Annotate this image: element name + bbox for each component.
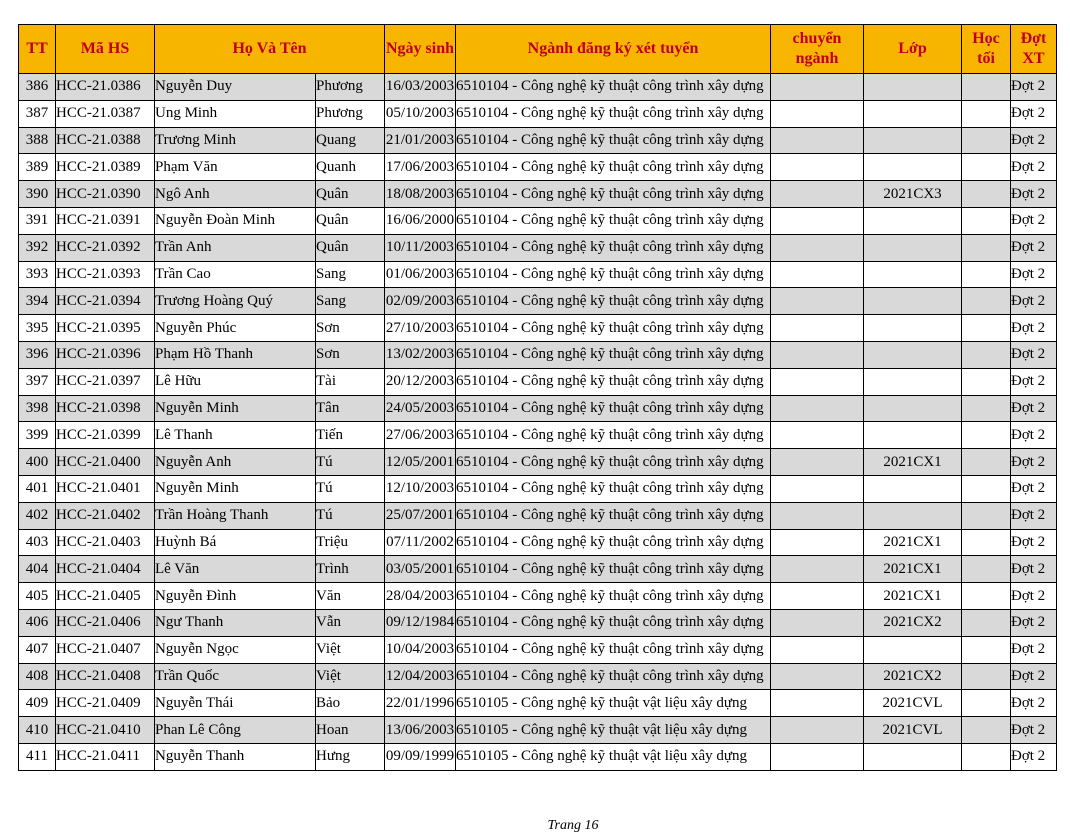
cell-hoc-toi [962, 556, 1011, 583]
cell-nganh: 6510105 - Công nghệ kỹ thuật vật liệu xây dựng [456, 690, 771, 717]
table-row [19, 502, 1057, 529]
cell-ngay-sinh: 12/10/2003 [385, 475, 456, 502]
cell-chuyen-nganh [771, 583, 864, 610]
cell-chuyen-nganh [771, 207, 864, 234]
cell-dot-xt: Đợt 2 [1011, 690, 1057, 717]
cell-tt: 401 [19, 475, 56, 502]
table-row [19, 395, 1057, 422]
cell-ngay-sinh: 16/06/2000 [385, 207, 456, 234]
cell-dot-xt: Đợt 2 [1011, 663, 1057, 690]
cell-chuyen-nganh [771, 743, 864, 770]
cell-ho: Trần Quốc [155, 663, 316, 690]
cell-chuyen-nganh [771, 529, 864, 556]
cell-ho: Lê Văn [155, 556, 316, 583]
cell-tt: 399 [19, 422, 56, 449]
cell-nganh: 6510104 - Công nghệ kỹ thuật công trình xây dựng [456, 449, 771, 476]
cell-ho: Nguyễn Ngọc [155, 636, 316, 663]
cell-lop: 2021CX1 [864, 583, 962, 610]
cell-lop: 2021CX3 [864, 181, 962, 208]
cell-ho: Nguyễn Đình [155, 583, 316, 610]
cell-nganh: 6510104 - Công nghệ kỹ thuật công trình xây dựng [456, 556, 771, 583]
cell-tt: 408 [19, 663, 56, 690]
cell-chuyen-nganh [771, 690, 864, 717]
cell-chuyen-nganh [771, 181, 864, 208]
cell-ho: Nguyễn Thái [155, 690, 316, 717]
header-ho-va-ten: Họ Và Tên [155, 25, 385, 74]
page-number: Trang 16 [547, 818, 599, 833]
cell-hoc-toi [962, 315, 1011, 342]
cell-dot-xt: Đợt 2 [1011, 743, 1057, 770]
cell-chuyen-nganh [771, 127, 864, 154]
cell-ten: Tân [316, 395, 385, 422]
cell-dot-xt: Đợt 2 [1011, 556, 1057, 583]
cell-ho: Nguyễn Minh [155, 395, 316, 422]
table-row [19, 154, 1057, 181]
cell-nganh: 6510104 - Công nghệ kỹ thuật công trình xây dựng [456, 207, 771, 234]
cell-lop [864, 261, 962, 288]
cell-ma-hs: HCC-21.0392 [56, 234, 155, 261]
cell-lop: 2021CVL [864, 690, 962, 717]
cell-tt: 398 [19, 395, 56, 422]
cell-hoc-toi [962, 743, 1011, 770]
cell-hoc-toi [962, 395, 1011, 422]
cell-dot-xt: Đợt 2 [1011, 449, 1057, 476]
cell-chuyen-nganh [771, 261, 864, 288]
cell-lop [864, 207, 962, 234]
cell-tt: 402 [19, 502, 56, 529]
cell-ten: Sang [316, 261, 385, 288]
cell-chuyen-nganh [771, 663, 864, 690]
cell-ten: Việt [316, 636, 385, 663]
cell-chuyen-nganh [771, 636, 864, 663]
table-row [19, 288, 1057, 315]
cell-ten: Tú [316, 475, 385, 502]
cell-ho: Nguyễn Đoàn Minh [155, 207, 316, 234]
cell-dot-xt: Đợt 2 [1011, 422, 1057, 449]
cell-dot-xt: Đợt 2 [1011, 154, 1057, 181]
table-row [19, 74, 1057, 101]
cell-ho: Trần Hoàng Thanh [155, 502, 316, 529]
cell-chuyen-nganh [771, 449, 864, 476]
cell-ma-hs: HCC-21.0403 [56, 529, 155, 556]
cell-ten: Triệu [316, 529, 385, 556]
cell-ma-hs: HCC-21.0401 [56, 475, 155, 502]
table-row [19, 636, 1057, 663]
header-lop: Lớp [864, 25, 962, 74]
cell-ma-hs: HCC-21.0411 [56, 743, 155, 770]
cell-dot-xt: Đợt 2 [1011, 74, 1057, 101]
cell-dot-xt: Đợt 2 [1011, 529, 1057, 556]
cell-dot-xt: Đợt 2 [1011, 502, 1057, 529]
cell-lop [864, 422, 962, 449]
student-roster-table [18, 24, 1057, 771]
cell-dot-xt: Đợt 2 [1011, 717, 1057, 744]
cell-lop [864, 154, 962, 181]
cell-hoc-toi [962, 475, 1011, 502]
cell-hoc-toi [962, 341, 1011, 368]
table-row [19, 583, 1057, 610]
cell-dot-xt: Đợt 2 [1011, 234, 1057, 261]
cell-ma-hs: HCC-21.0404 [56, 556, 155, 583]
table-row [19, 261, 1057, 288]
cell-dot-xt: Đợt 2 [1011, 395, 1057, 422]
cell-chuyen-nganh [771, 234, 864, 261]
cell-dot-xt: Đợt 2 [1011, 181, 1057, 208]
cell-lop [864, 395, 962, 422]
cell-tt: 397 [19, 368, 56, 395]
cell-tt: 410 [19, 717, 56, 744]
cell-ho: Phạm Văn [155, 154, 316, 181]
cell-hoc-toi [962, 449, 1011, 476]
cell-ngay-sinh: 28/04/2003 [385, 583, 456, 610]
table-header-row [19, 25, 1057, 74]
cell-lop: 2021CX1 [864, 556, 962, 583]
cell-ma-hs: HCC-21.0397 [56, 368, 155, 395]
cell-chuyen-nganh [771, 395, 864, 422]
cell-nganh: 6510104 - Công nghệ kỹ thuật công trình xây dựng [456, 341, 771, 368]
cell-nganh: 6510104 - Công nghệ kỹ thuật công trình xây dựng [456, 100, 771, 127]
cell-ten: Quân [316, 181, 385, 208]
cell-ngay-sinh: 09/12/1984 [385, 609, 456, 636]
cell-nganh: 6510105 - Công nghệ kỹ thuật vật liệu xây dựng [456, 743, 771, 770]
cell-ho: Trương Hoàng Quý [155, 288, 316, 315]
cell-ngay-sinh: 13/06/2003 [385, 717, 456, 744]
cell-tt: 407 [19, 636, 56, 663]
cell-lop [864, 127, 962, 154]
cell-ten: Sơn [316, 315, 385, 342]
table-row [19, 717, 1057, 744]
cell-tt: 405 [19, 583, 56, 610]
cell-chuyen-nganh [771, 341, 864, 368]
cell-hoc-toi [962, 127, 1011, 154]
table-row [19, 368, 1057, 395]
cell-ma-hs: HCC-21.0389 [56, 154, 155, 181]
table-row [19, 663, 1057, 690]
cell-lop: 2021CX1 [864, 529, 962, 556]
cell-ma-hs: HCC-21.0409 [56, 690, 155, 717]
cell-ngay-sinh: 22/01/1996 [385, 690, 456, 717]
table-row [19, 127, 1057, 154]
cell-dot-xt: Đợt 2 [1011, 583, 1057, 610]
cell-ngay-sinh: 17/06/2003 [385, 154, 456, 181]
cell-ngay-sinh: 27/06/2003 [385, 422, 456, 449]
cell-ho: Nguyễn Anh [155, 449, 316, 476]
cell-chuyen-nganh [771, 368, 864, 395]
header-chuyen-nganh: chuyển ngành [771, 25, 864, 74]
cell-lop [864, 502, 962, 529]
table-row [19, 529, 1057, 556]
cell-lop [864, 234, 962, 261]
cell-nganh: 6510104 - Công nghệ kỹ thuật công trình xây dựng [456, 315, 771, 342]
cell-chuyen-nganh [771, 717, 864, 744]
cell-tt: 400 [19, 449, 56, 476]
cell-ho: Ung Minh [155, 100, 316, 127]
cell-ho: Nguyễn Phúc [155, 315, 316, 342]
table-row [19, 422, 1057, 449]
cell-ngay-sinh: 10/11/2003 [385, 234, 456, 261]
cell-tt: 403 [19, 529, 56, 556]
cell-chuyen-nganh [771, 556, 864, 583]
cell-hoc-toi [962, 717, 1011, 744]
cell-tt: 404 [19, 556, 56, 583]
cell-dot-xt: Đợt 2 [1011, 100, 1057, 127]
cell-lop [864, 315, 962, 342]
cell-tt: 409 [19, 690, 56, 717]
cell-ma-hs: HCC-21.0394 [56, 288, 155, 315]
cell-dot-xt: Đợt 2 [1011, 261, 1057, 288]
cell-nganh: 6510104 - Công nghệ kỹ thuật công trình xây dựng [456, 422, 771, 449]
cell-hoc-toi [962, 663, 1011, 690]
cell-ho: Ngô Anh [155, 181, 316, 208]
cell-hoc-toi [962, 636, 1011, 663]
cell-hoc-toi [962, 261, 1011, 288]
cell-ma-hs: HCC-21.0396 [56, 341, 155, 368]
cell-lop [864, 74, 962, 101]
cell-ngay-sinh: 07/11/2002 [385, 529, 456, 556]
cell-chuyen-nganh [771, 609, 864, 636]
cell-nganh: 6510104 - Công nghệ kỹ thuật công trình xây dựng [456, 154, 771, 181]
cell-dot-xt: Đợt 2 [1011, 127, 1057, 154]
cell-ho: Lê Hữu [155, 368, 316, 395]
cell-nganh: 6510104 - Công nghệ kỹ thuật công trình xây dựng [456, 529, 771, 556]
cell-lop [864, 368, 962, 395]
cell-nganh: 6510104 - Công nghệ kỹ thuật công trình xây dựng [456, 234, 771, 261]
cell-ten: Quân [316, 234, 385, 261]
cell-ten: Sơn [316, 341, 385, 368]
cell-ho: Nguyễn Thanh [155, 743, 316, 770]
cell-hoc-toi [962, 207, 1011, 234]
cell-ma-hs: HCC-21.0406 [56, 609, 155, 636]
cell-ten: Vẫn [316, 609, 385, 636]
cell-nganh: 6510104 - Công nghệ kỹ thuật công trình xây dựng [456, 74, 771, 101]
table-row [19, 690, 1057, 717]
cell-nganh: 6510104 - Công nghệ kỹ thuật công trình xây dựng [456, 609, 771, 636]
cell-tt: 394 [19, 288, 56, 315]
cell-chuyen-nganh [771, 154, 864, 181]
table-row [19, 475, 1057, 502]
cell-chuyen-nganh [771, 502, 864, 529]
cell-hoc-toi [962, 502, 1011, 529]
cell-ma-hs: HCC-21.0400 [56, 449, 155, 476]
table-row [19, 234, 1057, 261]
cell-nganh: 6510104 - Công nghệ kỹ thuật công trình xây dựng [456, 663, 771, 690]
cell-ho: Trương Minh [155, 127, 316, 154]
cell-ten: Phương [316, 74, 385, 101]
cell-tt: 386 [19, 74, 56, 101]
cell-ten: Sang [316, 288, 385, 315]
cell-ngay-sinh: 10/04/2003 [385, 636, 456, 663]
cell-ten: Tiến [316, 422, 385, 449]
header-dot-xt: Đợt XT [1011, 25, 1057, 74]
cell-hoc-toi [962, 181, 1011, 208]
cell-dot-xt: Đợt 2 [1011, 636, 1057, 663]
cell-dot-xt: Đợt 2 [1011, 207, 1057, 234]
cell-tt: 391 [19, 207, 56, 234]
cell-ho: Huỳnh Bá [155, 529, 316, 556]
cell-nganh: 6510104 - Công nghệ kỹ thuật công trình xây dựng [456, 395, 771, 422]
cell-ho: Trần Anh [155, 234, 316, 261]
cell-ten: Trình [316, 556, 385, 583]
cell-ma-hs: HCC-21.0391 [56, 207, 155, 234]
header-tt: TT [19, 25, 56, 74]
cell-hoc-toi [962, 288, 1011, 315]
cell-tt: 390 [19, 181, 56, 208]
cell-ma-hs: HCC-21.0410 [56, 717, 155, 744]
cell-ten: Tú [316, 449, 385, 476]
cell-ten: Văn [316, 583, 385, 610]
cell-ngay-sinh: 12/04/2003 [385, 663, 456, 690]
cell-lop [864, 743, 962, 770]
cell-ho: Ngư Thanh [155, 609, 316, 636]
cell-dot-xt: Đợt 2 [1011, 341, 1057, 368]
cell-lop [864, 288, 962, 315]
cell-ngay-sinh: 02/09/2003 [385, 288, 456, 315]
cell-ho: Lê Thanh [155, 422, 316, 449]
cell-ma-hs: HCC-21.0408 [56, 663, 155, 690]
cell-ho: Phan Lê Công [155, 717, 316, 744]
cell-nganh: 6510104 - Công nghệ kỹ thuật công trình xây dựng [456, 368, 771, 395]
cell-hoc-toi [962, 609, 1011, 636]
cell-ten: Hưng [316, 743, 385, 770]
cell-nganh: 6510104 - Công nghệ kỹ thuật công trình xây dựng [456, 636, 771, 663]
cell-chuyen-nganh [771, 74, 864, 101]
cell-lop [864, 100, 962, 127]
cell-ma-hs: HCC-21.0405 [56, 583, 155, 610]
cell-dot-xt: Đợt 2 [1011, 475, 1057, 502]
cell-chuyen-nganh [771, 315, 864, 342]
cell-hoc-toi [962, 100, 1011, 127]
cell-tt: 396 [19, 341, 56, 368]
cell-ten: Phương [316, 100, 385, 127]
cell-lop: 2021CX2 [864, 609, 962, 636]
table-row [19, 743, 1057, 770]
cell-hoc-toi [962, 154, 1011, 181]
cell-ma-hs: HCC-21.0402 [56, 502, 155, 529]
cell-ngay-sinh: 24/05/2003 [385, 395, 456, 422]
header-nganh: Ngành đăng ký xét tuyển [456, 25, 771, 74]
table-row [19, 609, 1057, 636]
cell-ngay-sinh: 09/09/1999 [385, 743, 456, 770]
cell-ngay-sinh: 18/08/2003 [385, 181, 456, 208]
cell-chuyen-nganh [771, 422, 864, 449]
cell-hoc-toi [962, 690, 1011, 717]
table-row [19, 207, 1057, 234]
cell-lop: 2021CX1 [864, 449, 962, 476]
cell-tt: 406 [19, 609, 56, 636]
cell-ngay-sinh: 27/10/2003 [385, 315, 456, 342]
cell-ngay-sinh: 03/05/2001 [385, 556, 456, 583]
cell-chuyen-nganh [771, 288, 864, 315]
cell-ten: Bảo [316, 690, 385, 717]
table-row [19, 100, 1057, 127]
cell-hoc-toi [962, 529, 1011, 556]
cell-ho: Nguyễn Minh [155, 475, 316, 502]
cell-ngay-sinh: 21/01/2003 [385, 127, 456, 154]
cell-dot-xt: Đợt 2 [1011, 609, 1057, 636]
cell-ma-hs: HCC-21.0399 [56, 422, 155, 449]
cell-ma-hs: HCC-21.0388 [56, 127, 155, 154]
cell-hoc-toi [962, 74, 1011, 101]
cell-ho: Trần Cao [155, 261, 316, 288]
cell-lop [864, 475, 962, 502]
header-hoc-toi: Học tối [962, 25, 1011, 74]
cell-hoc-toi [962, 422, 1011, 449]
cell-ten: Việt [316, 663, 385, 690]
table-row [19, 341, 1057, 368]
cell-ngay-sinh: 20/12/2003 [385, 368, 456, 395]
cell-tt: 393 [19, 261, 56, 288]
cell-chuyen-nganh [771, 100, 864, 127]
cell-ngay-sinh: 13/02/2003 [385, 341, 456, 368]
cell-chuyen-nganh [771, 475, 864, 502]
cell-ten: Tài [316, 368, 385, 395]
cell-ngay-sinh: 25/07/2001 [385, 502, 456, 529]
cell-nganh: 6510104 - Công nghệ kỹ thuật công trình xây dựng [456, 261, 771, 288]
cell-tt: 411 [19, 743, 56, 770]
cell-ten: Hoan [316, 717, 385, 744]
cell-lop: 2021CVL [864, 717, 962, 744]
cell-lop [864, 341, 962, 368]
table-row [19, 449, 1057, 476]
cell-ngay-sinh: 01/06/2003 [385, 261, 456, 288]
cell-ngay-sinh: 05/10/2003 [385, 100, 456, 127]
cell-ho: Phạm Hồ Thanh [155, 341, 316, 368]
cell-tt: 387 [19, 100, 56, 127]
cell-ma-hs: HCC-21.0407 [56, 636, 155, 663]
cell-ma-hs: HCC-21.0393 [56, 261, 155, 288]
cell-hoc-toi [962, 583, 1011, 610]
cell-nganh: 6510104 - Công nghệ kỹ thuật công trình xây dựng [456, 127, 771, 154]
cell-ma-hs: HCC-21.0386 [56, 74, 155, 101]
cell-ma-hs: HCC-21.0395 [56, 315, 155, 342]
cell-nganh: 6510104 - Công nghệ kỹ thuật công trình xây dựng [456, 475, 771, 502]
cell-ma-hs: HCC-21.0398 [56, 395, 155, 422]
cell-ten: Quanh [316, 154, 385, 181]
cell-tt: 392 [19, 234, 56, 261]
cell-tt: 395 [19, 315, 56, 342]
cell-ngay-sinh: 12/05/2001 [385, 449, 456, 476]
header-ma-hs: Mã HS [56, 25, 155, 74]
cell-ten: Quang [316, 127, 385, 154]
cell-ten: Quân [316, 207, 385, 234]
cell-nganh: 6510104 - Công nghệ kỹ thuật công trình xây dựng [456, 181, 771, 208]
cell-ma-hs: HCC-21.0387 [56, 100, 155, 127]
table-row [19, 181, 1057, 208]
cell-lop [864, 636, 962, 663]
cell-tt: 388 [19, 127, 56, 154]
cell-nganh: 6510105 - Công nghệ kỹ thuật vật liệu xây dựng [456, 717, 771, 744]
table-row [19, 556, 1057, 583]
header-ngay-sinh: Ngày sinh [385, 25, 456, 74]
cell-ngay-sinh: 16/03/2003 [385, 74, 456, 101]
cell-hoc-toi [962, 234, 1011, 261]
cell-nganh: 6510104 - Công nghệ kỹ thuật công trình xây dựng [456, 288, 771, 315]
cell-dot-xt: Đợt 2 [1011, 288, 1057, 315]
cell-ten: Tú [316, 502, 385, 529]
cell-ma-hs: HCC-21.0390 [56, 181, 155, 208]
cell-tt: 389 [19, 154, 56, 181]
cell-nganh: 6510104 - Công nghệ kỹ thuật công trình xây dựng [456, 502, 771, 529]
table-row [19, 315, 1057, 342]
cell-dot-xt: Đợt 2 [1011, 368, 1057, 395]
cell-nganh: 6510104 - Công nghệ kỹ thuật công trình xây dựng [456, 583, 771, 610]
cell-ho: Nguyễn Duy [155, 74, 316, 101]
cell-dot-xt: Đợt 2 [1011, 315, 1057, 342]
cell-lop: 2021CX2 [864, 663, 962, 690]
cell-hoc-toi [962, 368, 1011, 395]
